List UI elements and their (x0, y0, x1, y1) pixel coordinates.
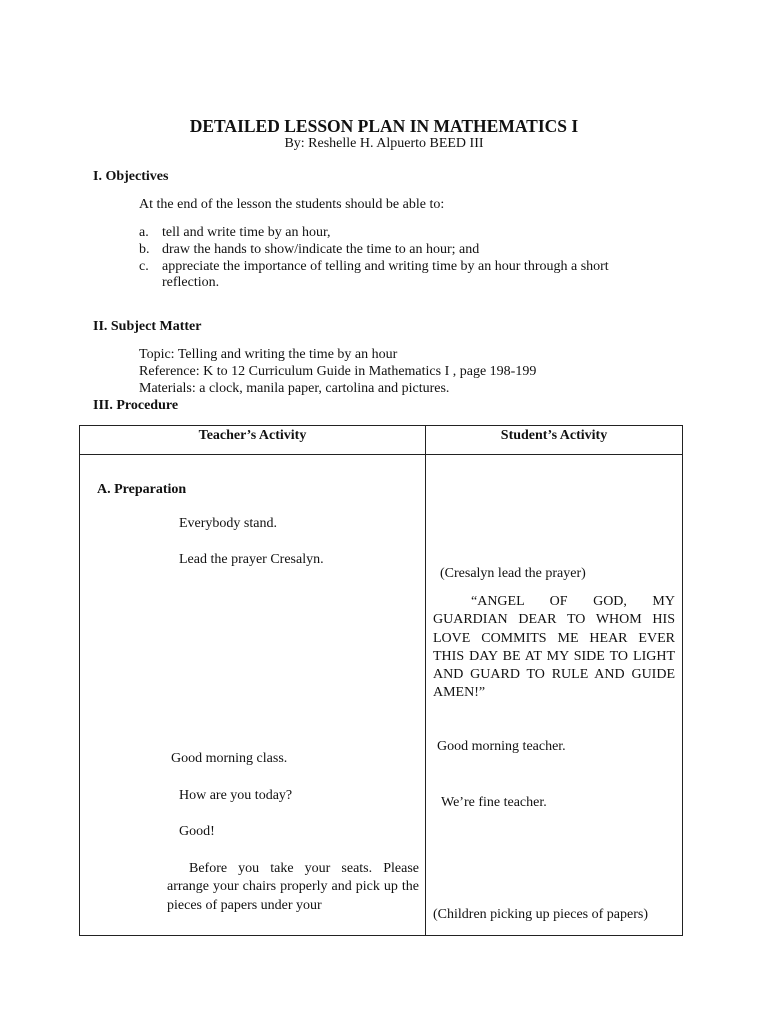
subject-materials: Materials: a clock, manila paper, cartolina and pictures. (139, 381, 450, 396)
subject-matter-heading: II. Subject Matter (93, 319, 202, 334)
student-line-lead: (Cresalyn lead the prayer) (440, 566, 586, 581)
objective-text: draw the hands to show/indicate the time to an hour; and (162, 242, 480, 257)
objective-text-continued: reflection. (162, 275, 220, 290)
student-activity-header: Student’s Activity (426, 426, 683, 455)
document-byline: By: Reshelle H. Alpuerto BEED III (284, 136, 484, 151)
teacher-activity-header: Teacher’s Activity (80, 426, 426, 455)
teacher-line-greeting: Good morning class. (171, 751, 288, 766)
teacher-line-seats: Before you take your seats. Please arrange your chairs properly and pick up the pieces of papers under your (167, 861, 419, 913)
teacher-line-prayer: Lead the prayer Cresalyn. (179, 552, 324, 567)
objective-item (139, 259, 609, 275)
objective-item (139, 242, 480, 258)
student-line-greeting: Good morning teacher. (437, 739, 566, 754)
objective-marker: a. (139, 225, 149, 240)
objective-item (139, 225, 331, 241)
objective-text: appreciate the importance of telling and writing time by an hour through a short (162, 259, 609, 274)
student-line-fine: We’re fine teacher. (441, 795, 547, 810)
procedure-table (79, 425, 683, 936)
objective-marker: c. (139, 259, 149, 274)
objective-marker: b. (139, 242, 150, 257)
student-prayer-text: “ANGEL OF GOD, MY GUARDIAN DEAR TO WHOM HIS LOVE COMMITS ME HEAR EVER THIS DAY BE AT MY SIDE TO LIGHT AND GUARD TO RULE AND GUIDE AMEN!” (433, 594, 675, 701)
preparation-heading: A. Preparation (97, 482, 187, 497)
teacher-line-how: How are you today? (179, 788, 293, 803)
document-title: DETAILED LESSON PLAN IN MATHEMATICS I (189, 116, 579, 136)
objectives-heading: I. Objectives (93, 169, 169, 184)
teacher-activity-cell (80, 455, 426, 936)
teacher-line-stand: Everybody stand. (179, 516, 277, 531)
subject-topic: Topic: Telling and writing the time by an hour (139, 347, 398, 362)
teacher-line-good: Good! (179, 824, 215, 839)
procedure-heading: III. Procedure (93, 398, 179, 413)
objective-text: tell and write time by an hour, (162, 225, 331, 240)
student-activity-cell (426, 455, 683, 936)
subject-reference: Reference: K to 12 Curriculum Guide in Mathematics I , page 198-199 (139, 364, 537, 379)
objectives-intro: At the end of the lesson the students should be able to: (139, 197, 445, 212)
student-line-papers: (Children picking up pieces of papers) (433, 907, 648, 922)
